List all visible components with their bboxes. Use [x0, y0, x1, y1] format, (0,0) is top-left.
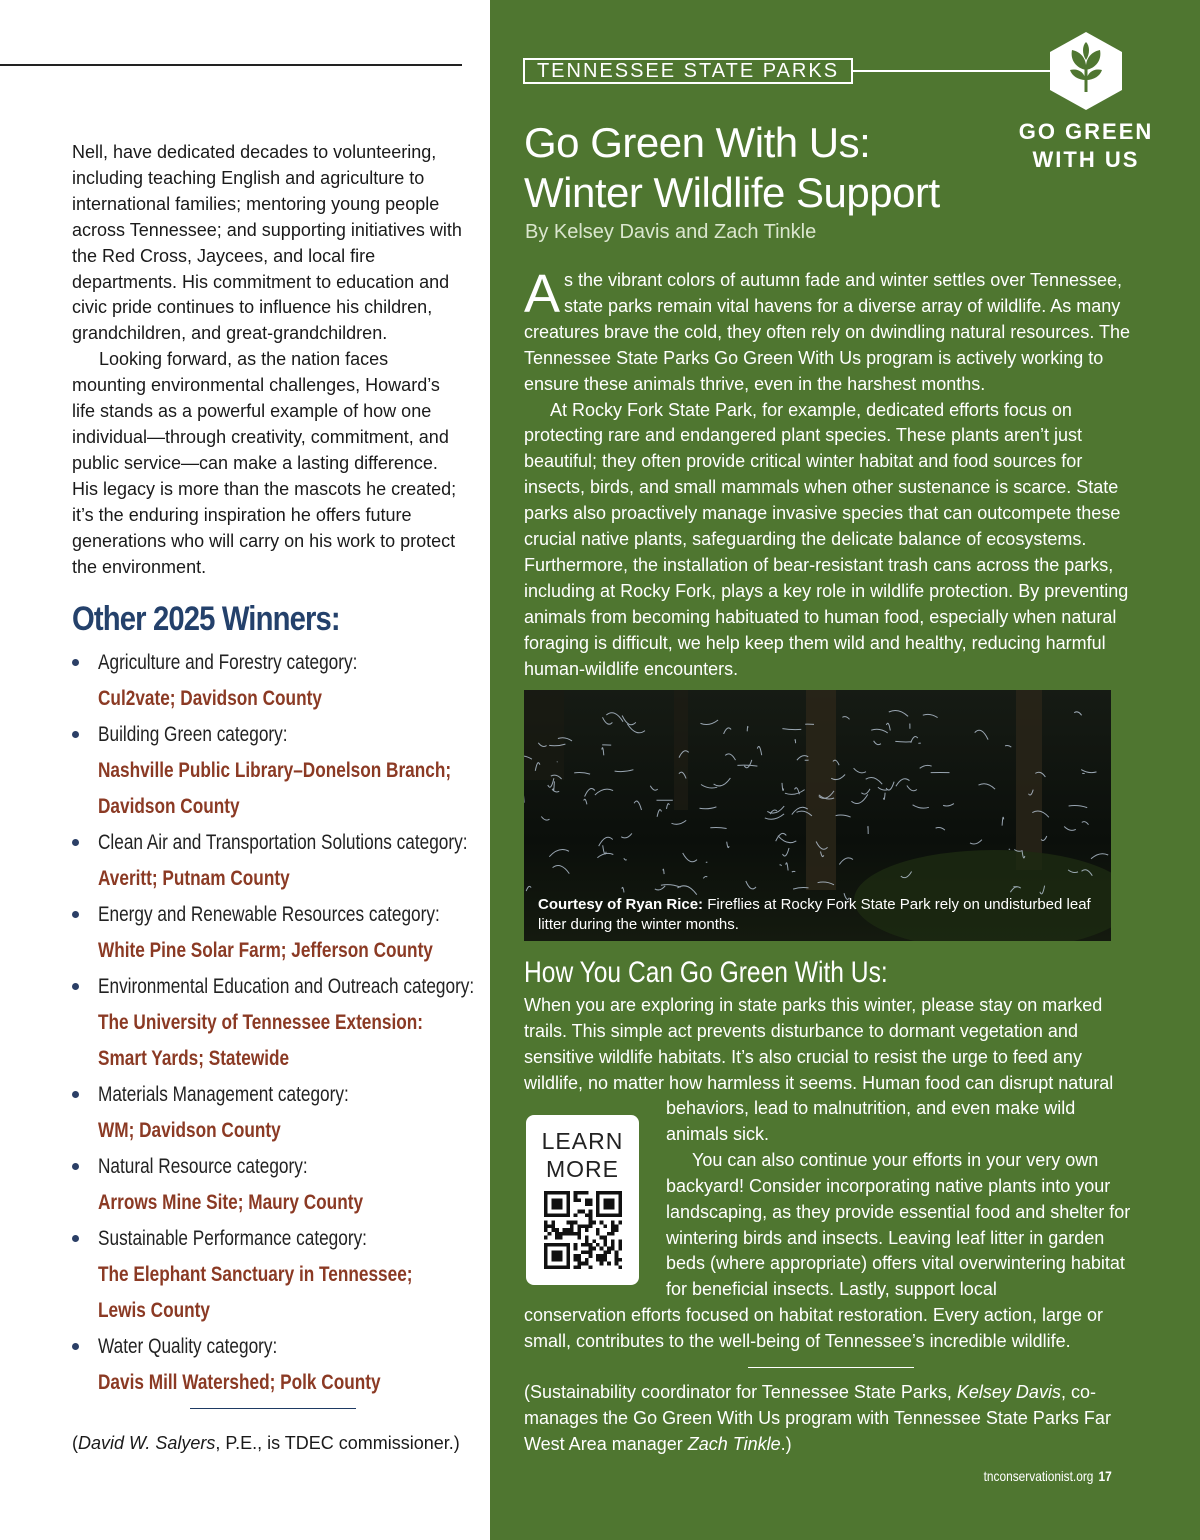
- qr-module: [585, 1202, 589, 1206]
- qr-module: [581, 1262, 585, 1266]
- qr-module: [574, 1254, 578, 1258]
- winner-name: Davidson County: [98, 795, 240, 819]
- qr-module: [577, 1236, 581, 1240]
- qr-module: [581, 1210, 585, 1214]
- qr-module: [596, 1243, 600, 1247]
- qr-module: [551, 1228, 555, 1232]
- qr-module: [596, 1254, 600, 1258]
- qr-module: [581, 1243, 585, 1247]
- qr-module: [577, 1224, 581, 1228]
- section-wrapped-text: [666, 1096, 1136, 1303]
- qr-module: [589, 1202, 593, 1206]
- winner-category: Clean Air and Transportation Solutions category:: [98, 831, 468, 855]
- qr-module: [592, 1221, 596, 1225]
- leaf-hexagon-logo-icon: [1046, 30, 1126, 112]
- qr-module: [577, 1191, 581, 1195]
- qr-module: [585, 1228, 589, 1232]
- page-number: 17: [1098, 1468, 1112, 1484]
- qr-module: [589, 1265, 593, 1269]
- firefly-streak: [792, 871, 796, 872]
- bullet-dot-icon: [72, 983, 79, 990]
- drop-cap: A: [524, 264, 561, 324]
- qr-module: [570, 1221, 574, 1225]
- qr-module: [615, 1224, 619, 1228]
- winner-name: The University of Tennessee Extension:: [98, 1011, 424, 1035]
- left-divider: [190, 1408, 356, 1409]
- qr-module: [603, 1236, 607, 1240]
- qr-code-icon[interactable]: [544, 1191, 622, 1269]
- qr-module: [611, 1239, 615, 1243]
- left-paragraph-2: Looking forward, as the nation faces mounting environmental challenges, Howard’s life stands as a powerful example of how one individual—through creativity, commitment, and public service—can make a lasting difference. His legacy is more than the mascots he created; it’s the enduring inspiration he offers future generations who will carry on his work to protect the environment.: [72, 349, 457, 577]
- qr-module: [589, 1198, 593, 1202]
- author-note-c: .): [780, 1433, 792, 1454]
- qr-module: [581, 1224, 585, 1228]
- qr-module: [585, 1198, 589, 1202]
- qr-module: [607, 1262, 611, 1266]
- bullet-dot-icon: [72, 911, 79, 918]
- article-headline: [524, 118, 994, 218]
- winner-name: White Pine Solar Farm; Jefferson County: [98, 939, 433, 963]
- left-column: [72, 140, 475, 1401]
- qr-module: [577, 1254, 581, 1258]
- qr-module: [611, 1232, 615, 1236]
- qr-module: [592, 1247, 596, 1251]
- learn-more-card[interactable]: [526, 1115, 639, 1285]
- qr-module: [577, 1198, 581, 1202]
- qr-module: [570, 1224, 574, 1228]
- qr-module: [551, 1221, 555, 1225]
- author-note-b: , co-manages the Go Green With Us program with Tennessee State Parks Far West Area manager: [524, 1382, 1111, 1454]
- qr-module: [615, 1262, 619, 1266]
- qr-module: [600, 1247, 604, 1251]
- qr-module: [585, 1213, 589, 1217]
- qr-module: [611, 1224, 615, 1228]
- qr-module: [615, 1228, 619, 1232]
- byline: By Kelsey Davis and Zach Tinkle: [525, 221, 817, 243]
- bullet-dot-icon: [72, 1235, 79, 1242]
- section-kicker: TENNESSEE STATE PARKS: [523, 58, 853, 84]
- winner-item: [72, 1149, 467, 1221]
- qr-module: [555, 1228, 559, 1232]
- bullet-dot-icon: [72, 1091, 79, 1098]
- qr-module: [607, 1232, 611, 1236]
- qr-module: [589, 1217, 593, 1221]
- qr-module: [589, 1243, 593, 1247]
- qr-module: [618, 1258, 622, 1262]
- qr-module: [551, 1224, 555, 1228]
- qr-module: [555, 1232, 559, 1236]
- qr-module: [615, 1250, 619, 1254]
- qr-module: [611, 1228, 615, 1232]
- qr-module: [618, 1239, 622, 1243]
- qr-module: [563, 1232, 567, 1236]
- caption-text: Fireflies at Rocky Fork State Park rely on undisturbed leaf litter during the winter months.: [538, 896, 1091, 933]
- winner-name: Smart Yards; Statewide: [98, 1047, 290, 1071]
- winner-category: Water Quality category:: [98, 1335, 278, 1359]
- author-name: David W. Salyers: [78, 1433, 216, 1453]
- author-note-a: (Sustainability coordinator for Tennessee State Parks,: [524, 1382, 957, 1402]
- qr-module: [585, 1191, 589, 1195]
- logo-line-1: GO GREEN: [1018, 119, 1154, 144]
- author-note-left: [72, 1433, 460, 1454]
- qr-module: [574, 1195, 578, 1199]
- qr-module: [589, 1224, 593, 1228]
- qr-module: [603, 1250, 607, 1254]
- winners-list: [72, 645, 475, 1401]
- qr-module: [615, 1258, 619, 1262]
- qr-module: [618, 1265, 622, 1269]
- qr-module: [600, 1258, 604, 1262]
- qr-module: [581, 1250, 585, 1254]
- qr-module: [600, 1236, 604, 1240]
- winner-name: Nashville Public Library–Donelson Branch;: [98, 759, 452, 783]
- qr-module: [618, 1221, 622, 1225]
- learn-line-2: MORE: [546, 1156, 619, 1182]
- qr-module: [577, 1265, 581, 1269]
- winner-category: Environmental Education and Outreach category:: [98, 975, 475, 999]
- winner-category: Materials Management category:: [98, 1083, 349, 1107]
- section-paragraph-2b: conservation efforts focused on habitat restoration. Every action, large or small, contributes to the well-being of Tennessee’s incredible wildlife.: [524, 1305, 1103, 1351]
- qr-module: [611, 1243, 615, 1247]
- winner-item: [72, 969, 475, 1077]
- qr-module: [603, 1258, 607, 1262]
- qr-module: [596, 1258, 600, 1262]
- qr-module: [607, 1250, 611, 1254]
- winner-category: Energy and Renewable Resources category:: [98, 903, 440, 927]
- qr-module: [559, 1236, 563, 1240]
- logo-line-2: WITH US: [1032, 147, 1140, 172]
- qr-module: [570, 1228, 574, 1232]
- qr-module: [574, 1258, 578, 1262]
- qr-module: [592, 1239, 596, 1243]
- qr-module: [551, 1250, 562, 1261]
- qr-module: [589, 1213, 593, 1217]
- top-rule: [0, 64, 462, 66]
- bullet-dot-icon: [72, 1343, 79, 1350]
- headline-line-2: Winter Wildlife Support: [524, 169, 940, 216]
- section-paragraph-1a: When you are exploring in state parks this winter, please stay on marked trails. This simple act prevents disturbance to dormant vegetation and sensitive wildlife habitats. It’s also crucial to resist the urge to feed any wildlife, no matter how harmless it seems. Human food can disrupt natural: [524, 995, 1114, 1093]
- winner-category: Sustainable Performance category:: [98, 1227, 367, 1251]
- author-name-1: Kelsey Davis: [956, 1382, 1061, 1402]
- qr-module: [600, 1254, 604, 1258]
- qr-module: [611, 1221, 615, 1225]
- winner-category: Natural Resource category:: [98, 1155, 308, 1179]
- qr-module: [563, 1228, 567, 1232]
- qr-module: [544, 1221, 548, 1225]
- qr-module: [574, 1247, 578, 1251]
- headline-line-1: Go Green With Us:: [524, 119, 871, 166]
- qr-module: [574, 1221, 578, 1225]
- qr-module: [618, 1247, 622, 1251]
- qr-module: [581, 1191, 585, 1195]
- qr-module: [574, 1191, 578, 1195]
- qr-module: [589, 1250, 593, 1254]
- learn-line-1: LEARN: [541, 1128, 624, 1154]
- qr-module: [585, 1239, 589, 1243]
- qr-module: [603, 1239, 607, 1243]
- qr-module: [559, 1232, 563, 1236]
- section-paragraph-1b: behaviors, lead to malnutrition, and even make wild animals sick.: [666, 1098, 1076, 1144]
- qr-module: [577, 1232, 581, 1236]
- winner-category: Building Green category:: [98, 723, 288, 747]
- qr-module: [603, 1254, 607, 1258]
- qr-module: [544, 1236, 548, 1240]
- qr-module: [574, 1232, 578, 1236]
- winner-item: [72, 825, 467, 897]
- winner-item: [72, 897, 467, 969]
- qr-module: [607, 1247, 611, 1251]
- author-note-open: (: [72, 1433, 78, 1453]
- winner-name: The Elephant Sanctuary in Tennessee;: [98, 1263, 413, 1287]
- folio-site: tnconservationist.org: [983, 1468, 1094, 1484]
- learn-more-label: [526, 1127, 639, 1183]
- article-body: [524, 264, 1134, 683]
- winner-name: Arrows Mine Site; Maury County: [98, 1191, 364, 1215]
- go-green-logo-text: [1010, 118, 1162, 174]
- qr-module: [596, 1232, 600, 1236]
- winner-name: WM; Davidson County: [98, 1119, 281, 1143]
- qr-module: [548, 1232, 552, 1236]
- qr-module: [574, 1243, 578, 1247]
- qr-module: [589, 1247, 593, 1251]
- qr-module: [566, 1228, 570, 1232]
- winner-item: [72, 645, 467, 717]
- caption-credit: Courtesy of Ryan Rice:: [538, 896, 704, 913]
- left-body-text: [72, 140, 467, 580]
- winner-item: [72, 1077, 467, 1149]
- kicker-rule: [852, 70, 1052, 72]
- qr-module: [589, 1221, 593, 1225]
- qr-module: [603, 1243, 607, 1247]
- qr-module: [585, 1236, 589, 1240]
- qr-module: [574, 1265, 578, 1269]
- bullet-dot-icon: [72, 839, 79, 846]
- author-note-right: [524, 1380, 1124, 1458]
- section-heading: How You Can Go Green With Us:: [524, 956, 888, 989]
- qr-module: [544, 1224, 548, 1228]
- firefly-streak: [895, 741, 911, 742]
- qr-module: [577, 1228, 581, 1232]
- article-paragraph-1: [524, 264, 1134, 398]
- winners-heading: Other 2025 Winners:: [72, 600, 340, 639]
- winner-name: Lewis County: [98, 1299, 210, 1323]
- author-note-rest: , P.E., is TDEC commissioner.): [215, 1433, 460, 1453]
- left-paragraph-1: Nell, have dedicated decades to volunteering, including teaching English and agriculture to international families; mentoring young people across Tennessee; and supporting initiatives with the Red Cross, Jaycees, and local fire departments. His commitment to education and civic pride continues to influence his children, grandchildren, and great-grandchildren.: [72, 142, 462, 344]
- bullet-dot-icon: [72, 731, 79, 738]
- winner-name: Cul2vate; Davidson County: [98, 687, 322, 711]
- qr-module: [577, 1210, 581, 1214]
- winner-name: Davis Mill Watershed; Polk County: [98, 1371, 381, 1395]
- qr-module: [600, 1262, 604, 1266]
- winner-item: [72, 1221, 467, 1329]
- qr-module: [548, 1224, 552, 1228]
- bullet-dot-icon: [72, 1163, 79, 1170]
- qr-module: [574, 1213, 578, 1217]
- article-paragraph-2: At Rocky Fork State Park, for example, dedicated efforts focus on protecting rare and endangered plant species. These plants aren’t just beautiful; they often provide critical winter habitat and food sources for insects, birds, and small mammals when other sustenance is scarce. State parks also proactively manage invasive species that can outcompete these crucial native plants, safeguarding the delicate balance of ecosystems. Furthermore, the installation of bear-resistant trash cans across the parks, including at Rocky Fork, plays a key role in wildlife protection. By preventing animals from becoming habituated to human food, especially when natural foraging is difficult, we help keep them wild and healthy, reducing harmful human-wildlife encounters.: [524, 399, 1129, 679]
- section-paragraph-2a: You can also continue your efforts in your very own backyard! Consider incorporating native plants into your landscaping, as they provide essential food and shelter for wintering birds and insects. Leaving leaf litter in garden beds (where appropriate) offers vital overwintering habitat for beneficial insects. Lastly, support local: [666, 1149, 1131, 1300]
- qr-module: [585, 1262, 589, 1266]
- qr-module: [551, 1198, 562, 1209]
- qr-module: [589, 1254, 593, 1258]
- qr-module: [555, 1236, 559, 1240]
- qr-module: [615, 1254, 619, 1258]
- bullet-dot-icon: [72, 659, 79, 666]
- author-name-2: Zach Tinkle: [687, 1433, 781, 1454]
- winner-item: [72, 1329, 467, 1401]
- qr-module: [544, 1228, 548, 1232]
- qr-module: [577, 1258, 581, 1262]
- qr-module: [574, 1198, 578, 1202]
- qr-module: [600, 1221, 604, 1225]
- qr-module: [570, 1232, 574, 1236]
- qr-module: [589, 1210, 593, 1214]
- qr-module: [611, 1247, 615, 1251]
- qr-module: [603, 1198, 614, 1209]
- qr-module: [618, 1243, 622, 1247]
- photo-caption: [538, 895, 1103, 935]
- qr-module: [577, 1262, 581, 1266]
- page-folio: [984, 1468, 1112, 1484]
- qr-module: [603, 1224, 607, 1228]
- qr-module: [585, 1250, 589, 1254]
- qr-module: [585, 1258, 589, 1262]
- winner-category: Agriculture and Forestry category:: [98, 651, 358, 675]
- qr-module: [596, 1228, 600, 1232]
- qr-module: [585, 1243, 589, 1247]
- winner-item: [72, 717, 467, 825]
- qr-module: [566, 1221, 570, 1225]
- article-paragraph-1-text: s the vibrant colors of autumn fade and winter settles over Tennessee, state parks remain vital havens for a diverse array of wildlife. As many creatures brave the cold, they often rely on dwindling natural resources. The Tennessee State Parks Go Green With Us program is actively working to ensure these animals thrive, even in the harshest months.: [524, 270, 1131, 394]
- right-divider: [748, 1367, 914, 1368]
- winner-name: Averitt; Putnam County: [98, 867, 290, 891]
- qr-module: [585, 1224, 589, 1228]
- qr-module: [566, 1232, 570, 1236]
